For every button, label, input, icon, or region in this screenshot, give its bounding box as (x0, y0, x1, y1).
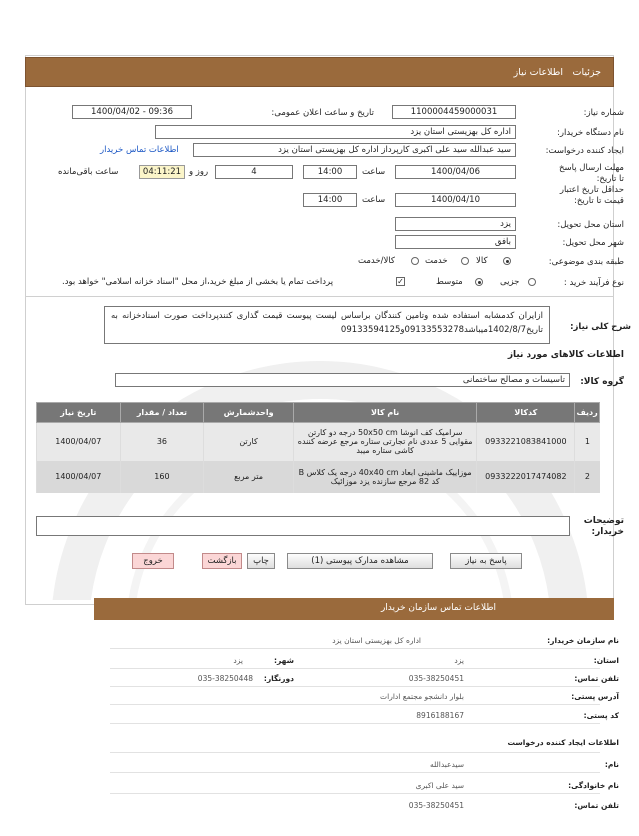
contact-province-value: یزد (454, 656, 464, 665)
buyer-field: اداره کل بهزیستی استان یزد (155, 125, 516, 139)
contact-address-label: آدرس پستی: (571, 692, 619, 701)
buyer-notes-label: توضیحات خریدار: (583, 516, 624, 537)
row-qty: 36 (120, 423, 204, 461)
contact-fax-label: دورنگار: (263, 674, 294, 683)
row-name: سرامیک کف انوشا 50x50 cm درجه دو کارتن مقوایی 5 عددی نام تجارتی ستاره مرجع عرضه کننده کاشی ستاره میبد (293, 423, 477, 461)
contact-section-title: اطلاعات تماس سازمان خریدار (94, 598, 614, 620)
header-unit: واحدشمارش (204, 403, 294, 423)
contact-province-label: استان: (593, 656, 619, 665)
contact-phone-label: تلفن تماس: (574, 674, 619, 683)
row-date: 1400/04/07 (37, 423, 121, 461)
header-code: کدکالا (477, 403, 575, 423)
creator-last-name-value: سید علی اکبری (415, 781, 464, 790)
divider (110, 723, 600, 724)
header-idx: ردیف (575, 403, 600, 423)
goods-group-label: گروه کالا: (580, 377, 624, 387)
deadline-label: مهلت ارسال پاسخ تا تاریخ: (559, 163, 624, 184)
contact-postal-value: 8916188167 (416, 711, 464, 720)
remaining-label: ساعت باقی‌مانده (58, 167, 119, 177)
city-label: شهر محل تحویل: (562, 238, 624, 248)
goods-table-header (37, 403, 600, 423)
payment-checkbox[interactable]: ✓ (397, 277, 404, 286)
contact-postal-label: کد پستی: (583, 711, 619, 720)
goods-group-field: تاسیسات و مصالح ساختمانی (115, 373, 570, 387)
validity-time-label: ساعت (362, 195, 386, 205)
divider (110, 752, 600, 753)
buyer-notes-field (36, 516, 570, 536)
creator-label: ایجاد کننده درخواست: (545, 146, 624, 156)
deadline-time-field: 14:00 (303, 165, 357, 179)
category-option-goods: کالا (476, 256, 488, 266)
contact-city-label: شهر: (274, 656, 294, 665)
process-radio-medium[interactable] (475, 278, 483, 286)
tab-need-info[interactable]: اطلاعات نیاز (513, 67, 563, 78)
creator-first-name-label: نام: (604, 760, 619, 769)
description-box: ازایران کدمشابه استفاده شده وتامین کنندگان براساس لیست پیوست قیمت گذاری کنندپرداخت صورت اسنادخزانه به تاریخ1402/8/7میباشد09133553278و09133594125 (104, 306, 550, 344)
creator-phone-value: 035-38250451 (408, 801, 464, 810)
back-button[interactable]: بازگشت (202, 553, 242, 569)
org-label: نام سازمان خریدار: (547, 636, 619, 645)
creator-last-name-label: نام خانوادگی: (568, 781, 619, 790)
category-option-both: کالا/خدمت (358, 256, 395, 266)
days-label: روز و (189, 167, 209, 177)
tab-details[interactable]: جزئیات (572, 67, 601, 78)
buyer-contact-link[interactable]: اطلاعات تماس خریدار (100, 145, 179, 155)
divider (110, 772, 600, 773)
row-unit: متر مربع (204, 461, 294, 493)
creator-phone-label: تلفن تماس: (574, 801, 619, 810)
row-idx: 2 (575, 461, 600, 493)
creator-first-name-value: سیدعبدالله (429, 760, 464, 769)
exit-button[interactable]: خروج (132, 553, 174, 569)
description-label: شرح کلی نیاز: (570, 322, 631, 332)
buyer-label: نام دستگاه خریدار: (557, 128, 624, 138)
goods-section-title: اطلاعات کالاهای مورد نیاز (507, 350, 624, 360)
goods-table (36, 402, 600, 493)
category-radio-service[interactable] (461, 257, 469, 265)
contact-fax-value: 035-38250448 (197, 674, 253, 683)
divider (110, 793, 600, 794)
announce-label: تاریخ و ساعت اعلان عمومی: (271, 108, 374, 118)
attachments-button[interactable]: مشاهده مدارک پیوستی (1) (287, 553, 433, 569)
process-option-medium: متوسط (436, 277, 463, 287)
contact-section (94, 598, 614, 836)
deadline-time-label: ساعت (362, 167, 386, 177)
reply-button[interactable]: پاسخ به نیاز (450, 553, 522, 569)
creator-info-title: اطلاعات ایجاد کننده درخواست (507, 738, 619, 747)
remaining-timer: 04:11:21 (139, 165, 185, 179)
top-nav-bar (25, 57, 614, 87)
row-code: 0933221083841000 (477, 423, 575, 461)
need-number-field: 1100004459000031 (392, 105, 516, 119)
process-option-minor: جزیی (500, 277, 520, 287)
row-qty: 160 (120, 461, 204, 493)
divider (25, 296, 614, 297)
divider (110, 686, 600, 687)
province-field: یزد (395, 217, 516, 231)
days-field: 4 (215, 165, 293, 179)
print-button[interactable]: چاپ (247, 553, 275, 569)
header-qty: تعداد / مقدار (120, 403, 204, 423)
category-radio-both[interactable] (411, 257, 419, 265)
org-value: اداره کل بهزیستی استان یزد (332, 636, 421, 645)
announce-field: 1400/04/02 - 09:36 (72, 105, 192, 119)
table-row (37, 461, 600, 493)
table-row (37, 423, 600, 461)
contact-phone-value: 035-38250451 (408, 674, 464, 683)
validity-date-field: 1400/04/10 (395, 193, 516, 207)
province-label: استان محل تحویل: (557, 220, 624, 230)
process-label: نوع فرآیند خرید : (563, 278, 624, 288)
city-field: بافق (395, 235, 516, 249)
header-date: تاریخ نیاز (37, 403, 121, 423)
divider (110, 668, 600, 669)
header-name: نام کالا (293, 403, 477, 423)
need-number-label: شماره نیاز: (583, 108, 624, 118)
row-idx: 1 (575, 423, 600, 461)
contact-city-value: یزد (233, 656, 243, 665)
validity-label: حداقل تاریخ اعتبار قیمت تا تاریخ: (559, 185, 624, 206)
validity-time-field: 14:00 (303, 193, 357, 207)
divider (110, 704, 600, 705)
deadline-date-field: 1400/04/06 (395, 165, 516, 179)
row-code: 0933222017474082 (477, 461, 575, 493)
process-radio-minor[interactable] (528, 278, 536, 286)
payment-note: پرداخت تمام یا بخشی از مبلغ خرید،از محل "اسناد خزانه اسلامی" خواهد بود. (62, 277, 334, 287)
category-label: طبقه بندی موضوعی: (548, 257, 624, 267)
divider (110, 648, 600, 649)
contact-address-value: بلوار دانشجو مجتمع ادارات (380, 692, 464, 701)
row-date: 1400/04/07 (37, 461, 121, 493)
row-name: موزاییک ماشینی ابعاد 40x40 cm درجه یک کلاس B کد 82 مرجع سازنده یزد موزائیک (293, 461, 477, 493)
creator-field: سید عبدالله سید علی اکبری کارپرداز اداره کل بهزیستی استان یزد (193, 143, 516, 157)
category-radio-goods[interactable] (503, 257, 511, 265)
category-option-service: خدمت (425, 256, 448, 266)
row-unit: کارتن (204, 423, 294, 461)
